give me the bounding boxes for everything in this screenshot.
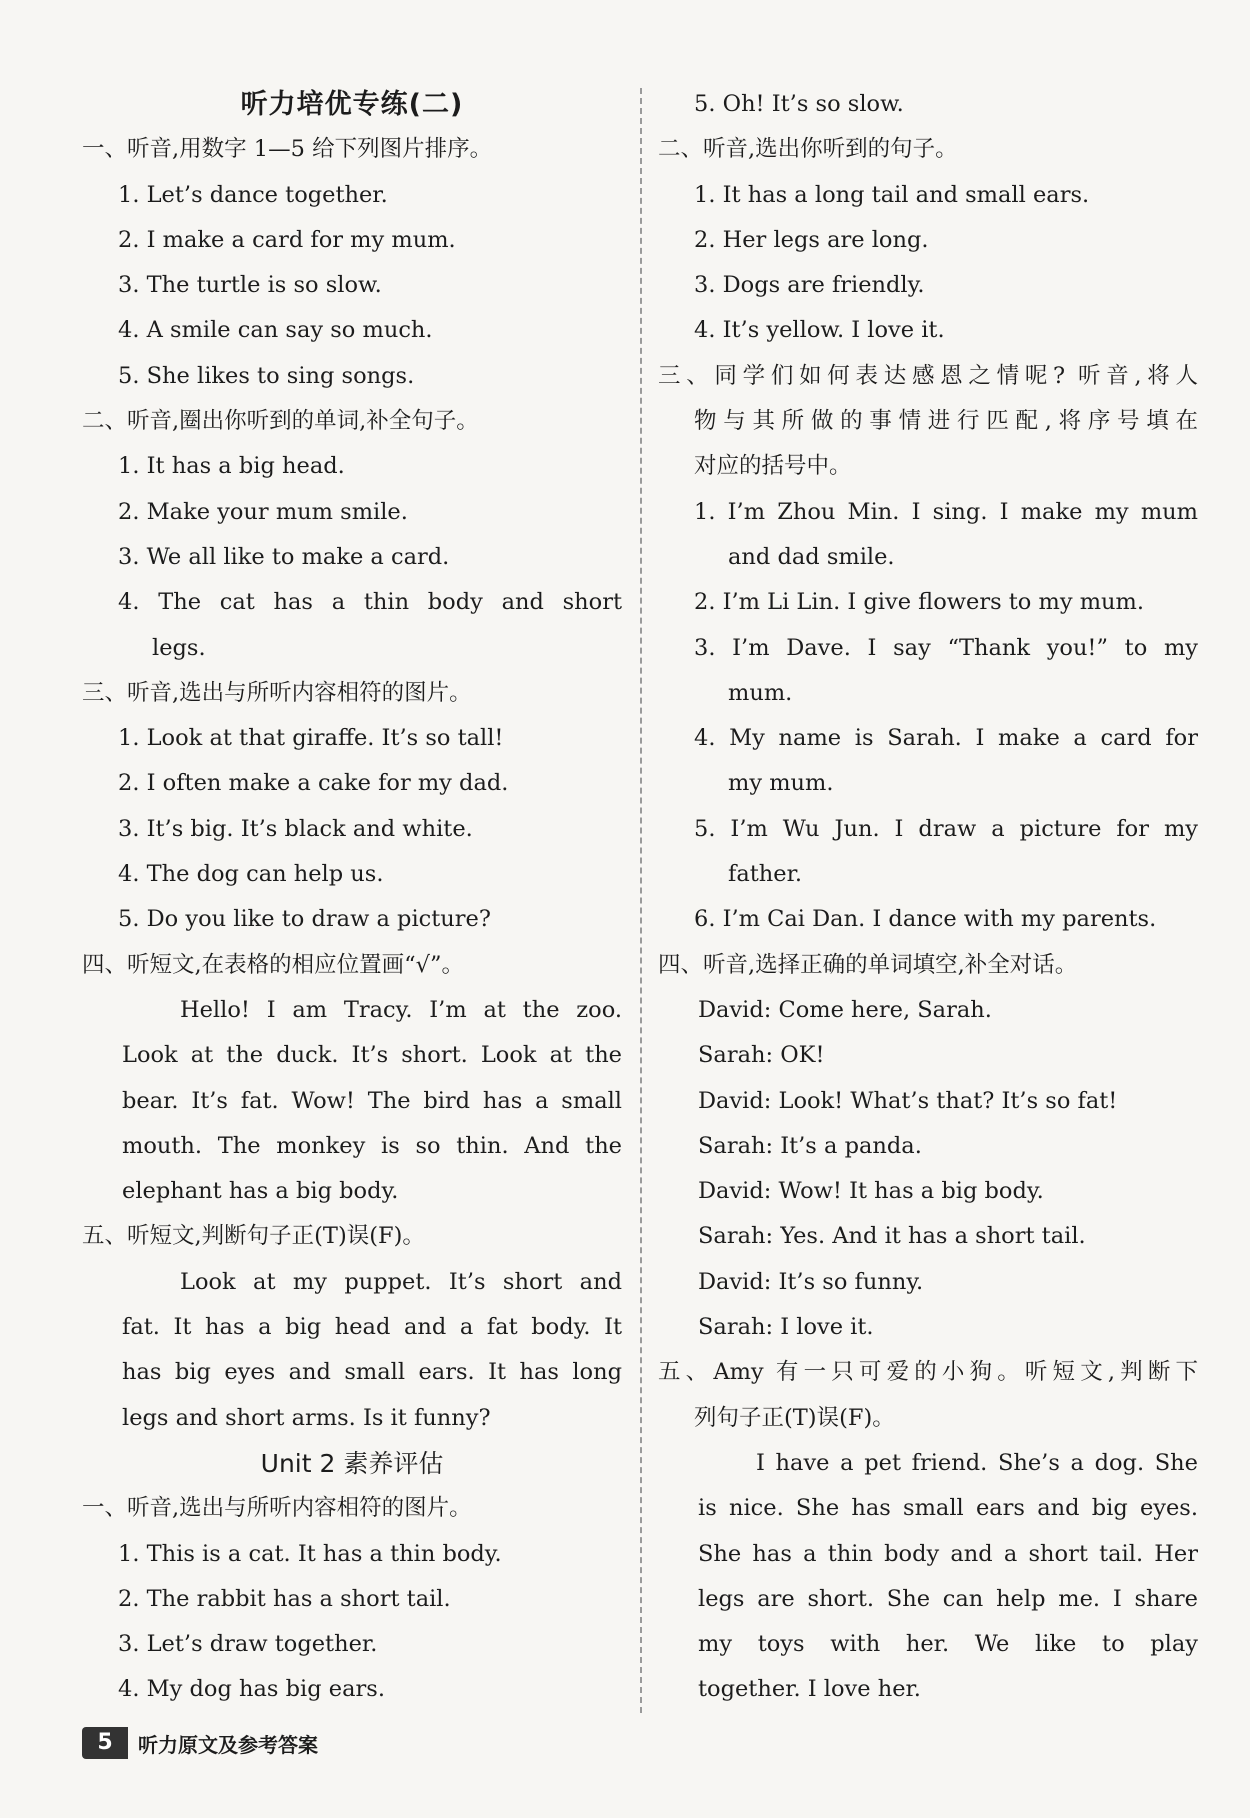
item-line: father.	[728, 861, 803, 888]
item-line: 4. The cat has a thin body and short	[118, 589, 622, 616]
page-footer	[82, 1726, 318, 1760]
question-heading: 二、听音,圈出你听到的单词,补全句子。	[82, 408, 479, 435]
item-line: mum.	[728, 679, 793, 706]
question-heading: 五、Amy 有一只可爱的小狗。听短文,判断下	[658, 1359, 1198, 1386]
item-line: 1. Look at that giraffe. It’s so tall!	[118, 725, 504, 752]
item-line: 1. It has a big head.	[118, 453, 345, 480]
question-heading: 二、听音,选出你听到的句子。	[658, 136, 958, 163]
item-line: 3. The turtle is so slow.	[118, 272, 382, 299]
unit-heading: Unit 2 素养评估	[260, 1448, 444, 1478]
item-line: 5. I’m Wu Jun. I draw a picture for my	[694, 815, 1198, 842]
question-heading: 三、同学们如何表达感恩之情呢? 听音,将人	[658, 362, 1198, 389]
dialogue-line: David: Wow! It has a big body.	[698, 1178, 1044, 1205]
item-line: legs.	[152, 634, 206, 661]
dialogue-line: David: Come here, Sarah.	[698, 996, 992, 1023]
item-line: 4. It’s yellow. I love it.	[694, 317, 945, 344]
question-heading: 物与其所做的事情进行匹配,将序号填在	[694, 408, 1198, 435]
item-line: 6. I’m Cai Dan. I dance with my parents.	[694, 906, 1157, 933]
dialogue-line: Sarah: Yes. And it has a short tail.	[698, 1223, 1086, 1250]
page-number: 5	[82, 1727, 128, 1759]
dialogue-line: David: Look! What’s that? It’s so fat!	[698, 1087, 1118, 1114]
item-line: 2. Her legs are long.	[694, 226, 929, 253]
item-line: 4. My name is Sarah. I make a card for	[694, 725, 1198, 752]
item-line: and dad smile.	[728, 543, 895, 570]
item-line: 4. A smile can say so much.	[118, 317, 433, 344]
item-line: 3. Dogs are friendly.	[694, 272, 925, 299]
item-line: 2. I often make a cake for my dad.	[118, 770, 509, 797]
item-line: 1. Let’s dance together.	[118, 181, 388, 208]
passage-line: bear. It’s fat. Wow! The bird has a small	[122, 1087, 622, 1114]
passage-line: Look at my puppet. It’s short and	[180, 1268, 622, 1295]
question-heading: 五、听短文,判断句子正(T)误(F)。	[82, 1223, 425, 1250]
column-divider	[640, 88, 642, 1713]
left-column	[82, 82, 622, 1713]
item-line: 5. Do you like to draw a picture?	[118, 906, 491, 933]
question-heading: 一、听音,用数字 1—5 给下列图片排序。	[82, 136, 493, 163]
passage-line: my toys with her. We like to play	[698, 1631, 1198, 1658]
item-line: 4. My dog has big ears.	[118, 1676, 385, 1703]
question-heading: 三、听音,选出与所听内容相符的图片。	[82, 679, 472, 706]
item-line: 3. I’m Dave. I say “Thank you!” to my	[694, 634, 1198, 661]
dialogue-line: Sarah: I love it.	[698, 1314, 874, 1341]
question-heading: 列句子正(T)误(F)。	[694, 1404, 895, 1431]
dialogue-line: David: It’s so funny.	[698, 1268, 924, 1295]
item-line: 1. It has a long tail and small ears.	[694, 181, 1090, 208]
passage-line: She has a thin body and a short tail. Her	[698, 1540, 1198, 1567]
passage-line: together. I love her.	[698, 1676, 921, 1703]
dialogue-line: Sarah: OK!	[698, 1042, 825, 1069]
passage-line: Look at the duck. It’s short. Look at the	[122, 1042, 622, 1069]
passage-line: Hello! I am Tracy. I’m at the zoo.	[180, 996, 622, 1023]
passage-line: is nice. She has small ears and big eyes.	[698, 1495, 1198, 1522]
item-line: 2. I’m Li Lin. I give flowers to my mum.	[694, 589, 1145, 616]
dialogue-line: Sarah: It’s a panda.	[698, 1132, 922, 1159]
passage-line: has big eyes and small ears. It has long	[122, 1359, 622, 1386]
item-line: 5. Oh! It’s so slow.	[694, 91, 904, 117]
item-line: my mum.	[728, 770, 834, 797]
item-line: 4. The dog can help us.	[118, 861, 384, 888]
question-heading: 对应的括号中。	[694, 453, 852, 480]
item-line: 1. This is a cat. It has a thin body.	[118, 1540, 502, 1567]
right-column	[658, 82, 1198, 1713]
question-heading: 四、听音,选择正确的单词填空,补全对话。	[658, 951, 1078, 978]
footer-title: 听力原文及参考答案	[138, 1732, 318, 1757]
item-line: 5. She likes to sing songs.	[118, 362, 415, 389]
item-line: 2. The rabbit has a short tail.	[118, 1585, 451, 1612]
item-line: 3. It’s big. It’s black and white.	[118, 815, 473, 842]
passage-line: fat. It has a big head and a fat body. It	[122, 1314, 622, 1341]
question-heading: 四、听短文,在表格的相应位置画“√”。	[82, 951, 464, 978]
item-line: 1. I’m Zhou Min. I sing. I make my mum	[694, 498, 1198, 525]
question-heading: 一、听音,选出与所听内容相符的图片。	[82, 1495, 472, 1522]
passage-line: legs and short arms. Is it funny?	[122, 1404, 491, 1431]
passage-line: legs are short. She can help me. I share	[698, 1585, 1198, 1612]
item-line: 2. I make a card for my mum.	[118, 226, 456, 253]
passage-line: elephant has a big body.	[122, 1178, 399, 1205]
passage-line: mouth. The monkey is so thin. And the	[122, 1132, 622, 1159]
passage-line: I have a pet friend. She’s a dog. She	[756, 1449, 1198, 1476]
item-line: 2. Make your mum smile.	[118, 498, 408, 525]
item-line: 3. Let’s draw together.	[118, 1631, 378, 1658]
item-line: 3. We all like to make a card.	[118, 543, 450, 570]
section-heading: 听力培优专练(二)	[240, 89, 464, 120]
